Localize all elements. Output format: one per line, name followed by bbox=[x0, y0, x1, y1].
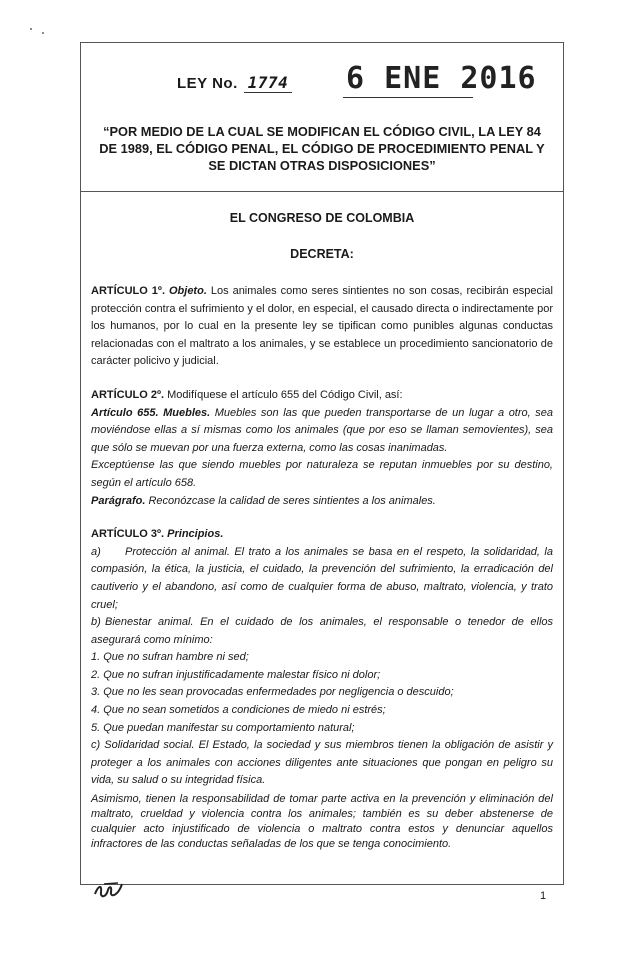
page-number: 1 bbox=[540, 890, 547, 902]
congreso-heading: EL CONGRESO DE COLOMBIA bbox=[229, 211, 415, 225]
ley-number-line bbox=[177, 73, 292, 92]
document-frame bbox=[80, 42, 564, 885]
ley-number: 1774 bbox=[244, 73, 293, 93]
article-1-label: ARTÍCULO 1º. bbox=[91, 285, 165, 297]
article-2-label: ARTÍCULO 2º. bbox=[91, 388, 165, 401]
exception-text: Exceptúense las que siendo muebles por naturaleza se reputan inmuebles por su destino, según el artículo 658. bbox=[91, 459, 553, 489]
list-item: 1. Que no sufran hambre ni sed; bbox=[91, 651, 249, 664]
list-item: 4. Que no sean sometidos a condiciones de miedo ni estrés; bbox=[91, 704, 386, 717]
article-655-label: Artículo 655. Muebles. bbox=[91, 406, 211, 419]
article-3 bbox=[91, 526, 553, 544]
article-1 bbox=[91, 283, 553, 371]
initials-scribble-icon bbox=[92, 880, 126, 902]
principle-c: c) Solidaridad social. El Estado, la sociedad y sus miembros tienen la obligación de asistir y proteger a los animales con acciones diligentes ante situaciones que pongan en peligro su vida, su salud o su integridad física. bbox=[91, 739, 553, 787]
principle-a bbox=[91, 544, 553, 614]
article-655 bbox=[91, 405, 553, 458]
principle-b bbox=[91, 614, 553, 649]
header-box bbox=[81, 43, 563, 192]
asimismo-paragraph: Asimismo, tienen la responsabilidad de tomar parte activa en la prevención y eliminación del maltrato, crueldad y violencia contra los animales; también es su deber abstenerse de cualquier acto injustificado de violencia o maltrato contra estos y denunciar aquellos infractores de las conductas señaladas de los que se tenga conocimiento. bbox=[91, 793, 553, 851]
paragrafo-text: Reconózcase la calidad de seres sintientes a los animales. bbox=[148, 494, 436, 507]
article-3-subtitle: Principios. bbox=[167, 528, 224, 541]
principle-b-marker: b) bbox=[91, 616, 101, 629]
scan-speck bbox=[30, 28, 32, 30]
principle-a-text: Protección al animal. El trato a los animales se basa en el respeto, la solidaridad, la compasión, la ética, la justicia, el cuidado, la prevención del sufrimiento, la erradicación del cautiverio y el abandono, así como de cualquier forma de abuso, maltrato, violencia, y trato cruel; bbox=[91, 545, 553, 611]
article-2 bbox=[91, 387, 553, 405]
article-1-subtitle: Objeto. bbox=[168, 285, 207, 297]
article-1-text: Los animales como seres sintientes no son cosas, recibirán especial protección contra el sufrimiento y el dolor, en especial, el causado directa o indirectamente por los humanos, por lo cual en la presente ley se tipifican como punibles algunas conductas relacionadas con el maltrato a los animales, y se establece un procedimiento sancionatorio de carácter policivo y judicial. bbox=[91, 285, 553, 368]
principle-b-text: Bienestar animal. En el cuidado de los animales, el responsable o tenedor de ellos asegurará como mínimo: bbox=[91, 616, 553, 646]
list-item: 2. Que no sufran injustificadamente malestar físico ni dolor; bbox=[91, 668, 381, 681]
handwritten-initials bbox=[92, 880, 126, 908]
date-stamp: 6 ENE 2016 bbox=[346, 61, 537, 96]
list-item: 3. Que no les sean provocadas enfermedades por negligencia o descuido; bbox=[91, 686, 454, 699]
article-2-text: Modifíquese el artículo 655 del Código Civil, así: bbox=[167, 388, 403, 401]
ley-label: LEY No. bbox=[177, 75, 238, 92]
law-title: “POR MEDIO DE LA CUAL SE MODIFICAN EL CÓDIGO CIVIL, LA LEY 84 DE 1989, EL CÓDIGO PENAL, EL CÓDIGO DE PROCEDIMIENTO PENAL Y SE DICTAN OTRAS DISPOSICIONES” bbox=[99, 124, 545, 173]
decreta-heading: DECRETA: bbox=[290, 247, 354, 261]
paragrafo bbox=[91, 493, 553, 511]
list-item: 5. Que puedan manifestar su comportamiento natural; bbox=[91, 721, 355, 734]
document-body bbox=[91, 203, 553, 852]
principle-a-marker: a) bbox=[91, 545, 101, 558]
paragrafo-label: Parágrafo. bbox=[91, 494, 146, 507]
scan-speck bbox=[42, 32, 44, 34]
article-655-text: Muebles son las que pueden transportarse de un lugar a otro, sea moviéndose ellas a sí mismas como los animales (que por eso se llaman semovientes), sea que sólo se muevan por una fuerza externa, como las cosas inanimadas. bbox=[91, 406, 554, 454]
stamp-underline bbox=[343, 97, 473, 98]
article-3-label: ARTÍCULO 3º. bbox=[91, 528, 165, 541]
